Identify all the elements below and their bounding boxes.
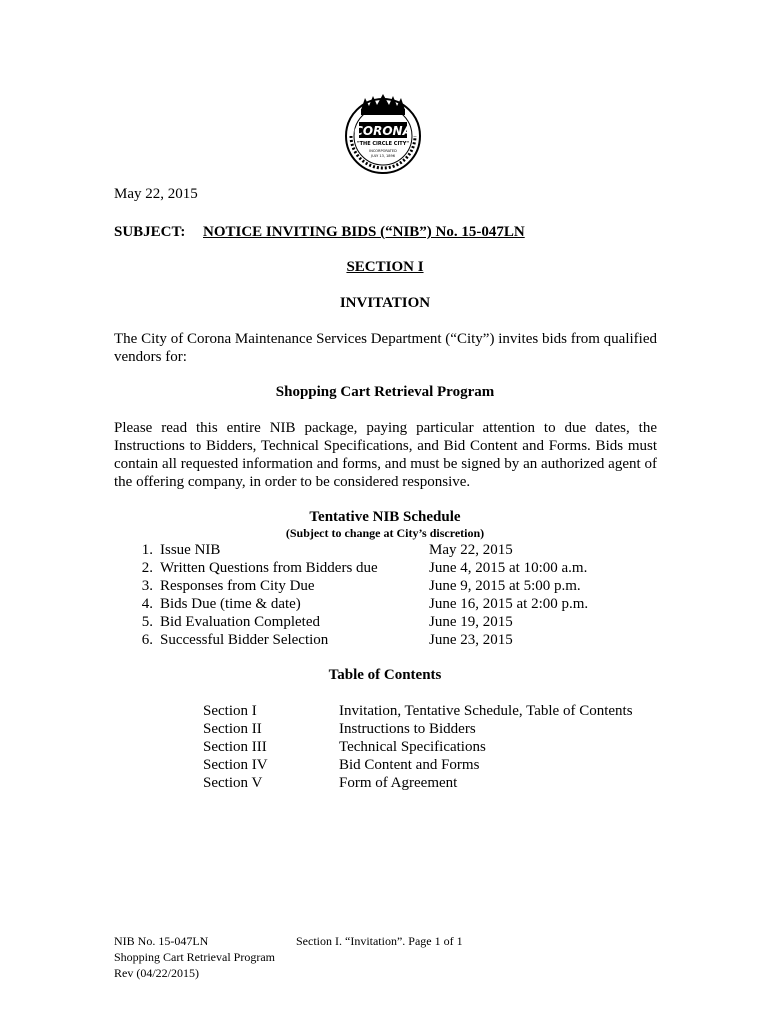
schedule-num: 1. (141, 542, 153, 558)
instructions-text: Please read this entire NIB package, paying particular attention to due dates, the Instructions to Bidders, Technical Specifications, and Bid Content and Forms. Bids must contain all requested information and forms, and must be signed by an authorized agent of the offering company, in order to be considered responsive. (114, 420, 657, 490)
toc-section: Section IV (203, 757, 268, 773)
schedule-item-label: Responses from City Due (160, 578, 315, 594)
schedule-item-date: June 23, 2015 (429, 632, 513, 648)
footer-page: Section I. “Invitation”. Page 1 of 1 (296, 934, 463, 948)
schedule-title: Tentative NIB Schedule (309, 509, 461, 525)
schedule-item-date: June 19, 2015 (429, 614, 513, 630)
footer-rev: Rev (04/22/2015) (114, 966, 199, 980)
toc-description: Invitation, Tentative Schedule, Table of Contents (339, 703, 633, 719)
footer-nib-no: NIB No. 15-047LN (114, 934, 209, 948)
intro-text: The City of Corona Maintenance Services Department (“City”) invites bids from qualified vendors for: (114, 331, 657, 365)
toc-description: Instructions to Bidders (339, 721, 476, 737)
seal-name-text: CORONA (354, 124, 412, 138)
schedule-item-date: May 22, 2015 (429, 542, 513, 558)
footer-program: Shopping Cart Retrieval Program (114, 950, 275, 964)
invitation-heading: INVITATION (339, 295, 431, 311)
schedule-num: 3. (141, 578, 153, 594)
schedule-item-label: Successful Bidder Selection (160, 632, 329, 648)
schedule-num: 2. (141, 560, 153, 576)
toc-section: Section III (203, 739, 267, 755)
intro-paragraph (114, 330, 657, 366)
subject-text: NOTICE INVITING BIDS (“NIB”) No. 15-047LN (203, 224, 525, 240)
schedule-item-label: Written Questions from Bidders due (160, 560, 378, 576)
subject-label: SUBJECT: (114, 224, 186, 240)
instructions-paragraph (114, 419, 657, 491)
program-title: Shopping Cart Retrieval Program (275, 384, 495, 400)
schedule-subtitle: (Subject to change at City’s discretion) (285, 526, 485, 540)
schedule-item-label: Issue NIB (160, 542, 221, 558)
toc-section: Section II (203, 721, 262, 737)
schedule-num: 6. (141, 632, 153, 648)
schedule-num: 5. (141, 614, 153, 630)
toc-description: Form of Agreement (339, 775, 458, 791)
letter-date: May 22, 2015 (114, 186, 198, 202)
schedule-num: 4. (141, 596, 153, 612)
toc-section: Section V (203, 775, 263, 791)
seal-motto-text: "THE CIRCLE CITY" (357, 141, 409, 147)
schedule-item-date: June 4, 2015 at 10:00 a.m. (429, 560, 588, 576)
schedule-item-label: Bids Due (time & date) (160, 596, 301, 612)
schedule-item-date: June 9, 2015 at 5:00 p.m. (429, 578, 581, 594)
toc-title: Table of Contents (328, 667, 442, 683)
schedule-item-date: June 16, 2015 at 2:00 p.m. (429, 596, 589, 612)
section-heading: SECTION I (346, 259, 424, 275)
city-seal-logo (341, 92, 425, 176)
seal-incorporated-text: INCORPORATED (369, 149, 397, 153)
toc-description: Technical Specifications (339, 739, 486, 755)
toc-description: Bid Content and Forms (339, 757, 480, 773)
toc-section: Section I (203, 703, 257, 719)
schedule-item-label: Bid Evaluation Completed (160, 614, 320, 630)
seal-date-text: JULY 13, 1896 (371, 154, 395, 158)
